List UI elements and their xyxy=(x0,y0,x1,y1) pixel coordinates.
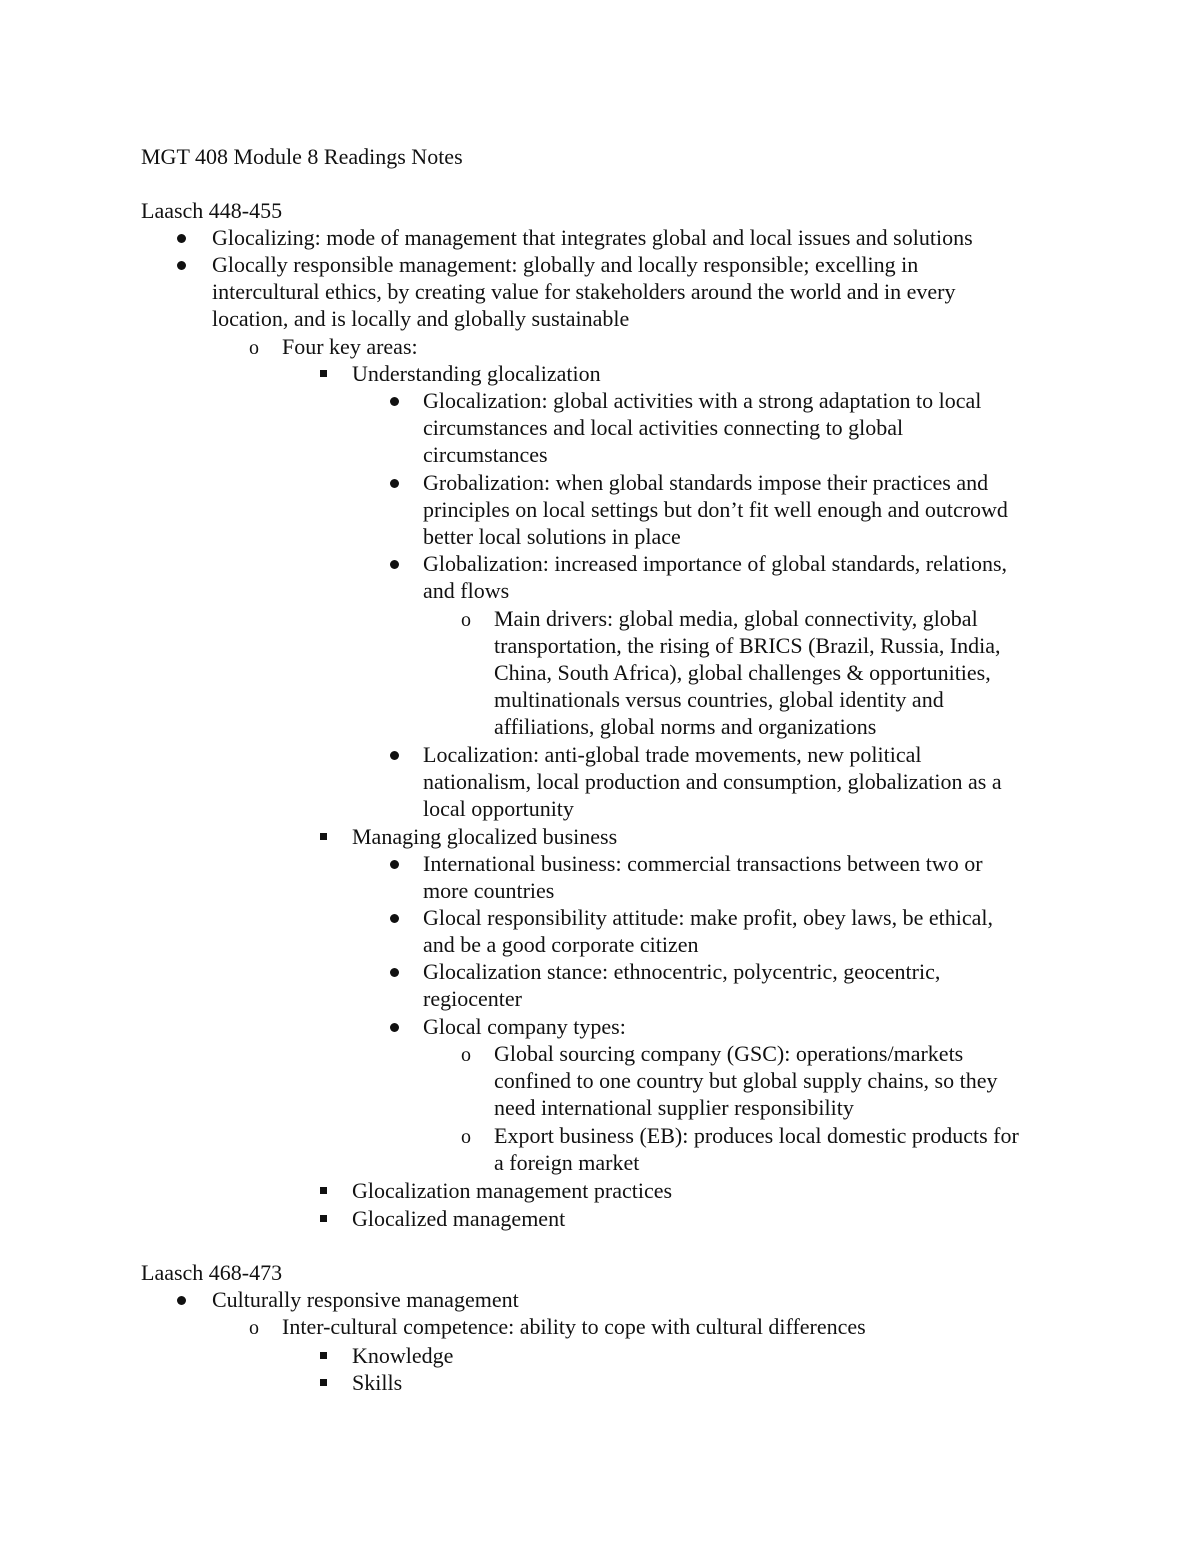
bullet-dot-icon xyxy=(384,469,404,496)
list-item-glocally-line-2: intercultural ethics, by creating value for stakeholders around the world and in every xyxy=(212,279,956,304)
list-item-grobalization-line-2: principles on local settings but don’t fit well enough and outcrowd xyxy=(423,497,1008,522)
bullet-circle-icon: o xyxy=(461,1126,471,1148)
list-item-drivers-line-2: transportation, the rising of BRICS (Brazil, Russia, India, xyxy=(494,633,1001,658)
bullet-circle-icon: o xyxy=(461,1044,471,1066)
list-item-grobalization-line-1: Grobalization: when global standards impose their practices and xyxy=(423,470,989,495)
list-item-drivers-line-5: affiliations, global norms and organizations xyxy=(494,714,877,739)
bullet-dot-icon xyxy=(384,741,404,768)
list-item-glocalized-management: Glocalized management xyxy=(352,1206,566,1231)
section-heading-laasch-448: Laasch 448-455 xyxy=(141,198,283,223)
bullet-dot-icon xyxy=(384,1013,404,1040)
list-item-glocalization-line-3: circumstances xyxy=(423,442,548,467)
list-item-glocally-line-1: Glocally responsible management: globally and locally responsible; excelling in xyxy=(212,252,919,277)
section-heading-laasch-468: Laasch 468-473 xyxy=(141,1260,283,1285)
list-item-localization-line-3: local opportunity xyxy=(423,796,574,821)
list-item-glocalization-line-2: circumstances and local activities connecting to global xyxy=(423,415,904,440)
bullet-dot-icon xyxy=(384,958,404,985)
bullet-circle-icon: o xyxy=(249,337,259,359)
list-item-globalization-line-1: Globalization: increased importance of global standards, relations, xyxy=(423,551,1008,576)
list-item-skills: Skills xyxy=(352,1370,403,1395)
list-item-gsc-line-3: need international supplier responsibility xyxy=(494,1095,854,1120)
list-item-localization-line-1: Localization: anti-global trade movements, new political xyxy=(423,742,922,767)
list-item-intl-business-line-2: more countries xyxy=(423,878,555,903)
bullet-square-icon xyxy=(313,1369,333,1396)
list-item-drivers-line-3: China, South Africa), global challenges & opportunities, xyxy=(494,660,991,685)
list-item-four-key-areas: Four key areas: xyxy=(282,334,418,359)
bullet-square-icon xyxy=(313,1342,333,1369)
bullet-square-icon xyxy=(313,1205,333,1232)
list-item-culturally: Culturally responsive management xyxy=(212,1287,519,1312)
list-item-localization-line-2: nationalism, local production and consumption, globalization as a xyxy=(423,769,1002,794)
list-item-practices: Glocalization management practices xyxy=(352,1178,673,1203)
list-item-managing: Managing glocalized business xyxy=(352,824,618,849)
list-item-attitude-line-2: and be a good corporate citizen xyxy=(423,932,699,957)
list-item-grobalization-line-3: better local solutions in place xyxy=(423,524,681,549)
bullet-dot-icon xyxy=(384,387,404,414)
bullet-dot-icon xyxy=(384,904,404,931)
list-item-eb-line-2: a foreign market xyxy=(494,1150,640,1175)
list-item-drivers-line-1: Main drivers: global media, global connectivity, global xyxy=(494,606,978,631)
bullet-dot-icon xyxy=(384,550,404,577)
bullet-square-icon xyxy=(313,1177,333,1204)
list-item-glocalization-line-1: Glocalization: global activities with a strong adaptation to local xyxy=(423,388,982,413)
list-item-globalization-line-2: and flows xyxy=(423,578,510,603)
bullet-dot-icon xyxy=(171,1286,191,1313)
list-item-company-types: Glocal company types: xyxy=(423,1014,626,1039)
document-title: MGT 408 Module 8 Readings Notes xyxy=(141,144,463,169)
list-item-knowledge: Knowledge xyxy=(352,1343,454,1368)
list-item-stance-line-2: regiocenter xyxy=(423,986,522,1011)
bullet-dot-icon xyxy=(171,251,191,278)
bullet-square-icon xyxy=(313,360,333,387)
bullet-circle-icon: o xyxy=(461,609,471,631)
list-item-eb-line-1: Export business (EB): produces local domestic products for xyxy=(494,1123,1019,1148)
list-item-gsc-line-1: Global sourcing company (GSC): operations/markets xyxy=(494,1041,964,1066)
list-item-intl-business-line-1: International business: commercial transactions between two or xyxy=(423,851,983,876)
list-item-glocally-line-3: location, and is locally and globally sustainable xyxy=(212,306,630,331)
bullet-dot-icon xyxy=(171,224,191,251)
list-item-attitude-line-1: Glocal responsibility attitude: make profit, obey laws, be ethical, xyxy=(423,905,994,930)
bullet-square-icon xyxy=(313,823,333,850)
bullet-circle-icon: o xyxy=(249,1317,259,1339)
bullet-dot-icon xyxy=(384,850,404,877)
list-item-intercultural: Inter-cultural competence: ability to cope with cultural differences xyxy=(282,1314,866,1339)
list-item-gsc-line-2: confined to one country but global supply chains, so they xyxy=(494,1068,998,1093)
list-item-understanding: Understanding glocalization xyxy=(352,361,601,386)
list-item-stance-line-1: Glocalization stance: ethnocentric, polycentric, geocentric, xyxy=(423,959,941,984)
list-item-drivers-line-4: multinationals versus countries, global identity and xyxy=(494,687,944,712)
list-item-glocalizing: Glocalizing: mode of management that integrates global and local issues and solutions xyxy=(212,225,973,250)
